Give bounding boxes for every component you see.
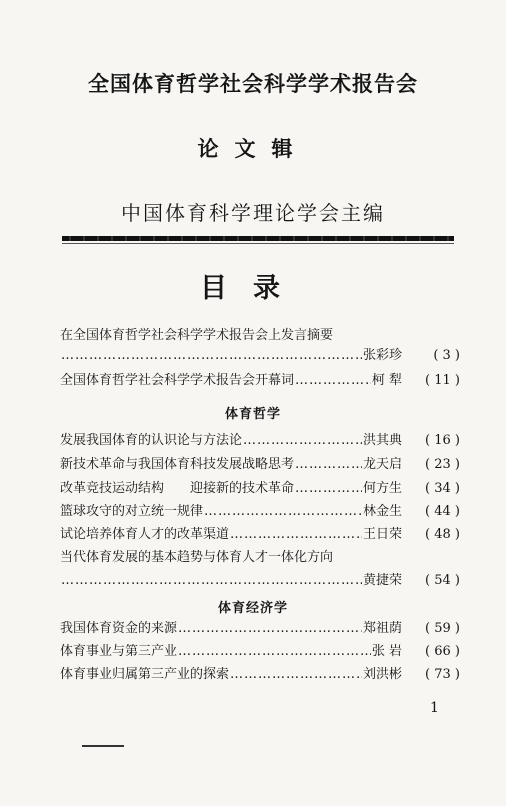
toc-entry-page: ( 73 )	[425, 667, 460, 682]
toc-entry-page: ( 66 )	[425, 644, 460, 659]
leader-dots	[61, 347, 362, 365]
toc-entry	[60, 620, 460, 638]
section-heading: 体育哲学	[224, 407, 281, 422]
toc-entry-title: 全国体育哲学社会科学学术报告会开幕词	[60, 373, 295, 388]
toc-entry	[60, 347, 460, 365]
decorative-rule-thin	[62, 243, 454, 244]
toc-entry-author: 柯 犁	[371, 373, 402, 388]
toc-entry-page: ( 54 )	[425, 573, 460, 588]
toc-entry-page: ( 34 )	[425, 481, 460, 496]
toc-entry-author: 龙天启	[362, 457, 402, 472]
conference-title: 全国体育哲学社会科学学术报告会	[88, 71, 418, 96]
toc-entry-author: 何方生	[362, 481, 402, 496]
leader-dots	[243, 432, 362, 450]
leader-dots	[295, 456, 362, 474]
toc-entry-title: 新技术革命与我国体育科技发展战略思考	[60, 457, 295, 472]
toc-entry-title: 发展我国体育的认识论与方法论	[60, 433, 243, 448]
toc-entry-page: ( 11 )	[425, 373, 460, 388]
toc-entry-author: 郑祖荫	[362, 621, 402, 636]
toc-entry	[60, 666, 460, 684]
toc-entry-author: 林金生	[362, 504, 402, 519]
leader-dots	[295, 372, 371, 390]
toc-entry-title: 体育事业与第三产业	[60, 644, 178, 659]
toc-entry-title: 体育事业归属第三产业的探索	[60, 667, 230, 682]
decorative-rule	[62, 236, 454, 241]
leader-dots	[295, 480, 362, 498]
toc-entry-page: ( 44 )	[425, 504, 460, 519]
print-mark	[82, 745, 124, 747]
leader-dots	[178, 643, 371, 661]
toc-entry	[60, 503, 460, 521]
toc-entry	[60, 456, 460, 474]
toc-entry-author: 张彩珍	[362, 348, 402, 363]
toc-heading: 目录	[200, 273, 306, 304]
toc-entry	[60, 526, 460, 544]
toc-entry-page: ( 3 )	[433, 348, 460, 363]
editor-line: 中国体育科学理论学会主编	[121, 201, 385, 225]
toc-entry-title: 在全国体育哲学社会科学学术报告会上发言摘要	[60, 328, 334, 343]
leader-dots	[204, 503, 362, 521]
section-heading: 体育经济学	[217, 601, 288, 616]
leader-dots	[230, 526, 362, 544]
toc-entry-page: ( 48 )	[425, 527, 460, 542]
toc-entry	[60, 432, 460, 450]
toc-entry-author: 张 岩	[371, 644, 402, 659]
page-number: 1	[430, 700, 439, 716]
collection-subtitle: 论文辑	[197, 136, 309, 161]
toc-entry	[60, 480, 460, 498]
toc-entry-title: 当代体育发展的基本趋势与体育人才一体化方向	[60, 550, 334, 565]
toc-entry-title: 改革竞技运动结构 迎接新的技术革命	[60, 481, 295, 496]
toc-entry-author: 王日荣	[362, 527, 402, 542]
toc-entry-title: 我国体育资金的来源	[60, 621, 178, 636]
toc-entry-author: 黄捷荣	[362, 573, 402, 588]
toc-entry-page: ( 59 )	[425, 621, 460, 636]
toc-entry	[60, 372, 460, 390]
toc-entry-author: 洪其典	[362, 433, 402, 448]
toc-entry-title: 篮球攻守的对立统一规律	[60, 504, 204, 519]
leader-dots	[178, 620, 362, 638]
leader-dots	[230, 666, 362, 684]
leader-dots	[61, 572, 362, 590]
toc-entry-title: 试论培养体育人才的改革渠道	[60, 527, 230, 542]
toc-entry-page: ( 16 )	[425, 433, 460, 448]
toc-entry	[60, 572, 460, 590]
toc-entry	[60, 643, 460, 661]
toc-entry-author: 刘洪彬	[362, 667, 402, 682]
toc-entry-page: ( 23 )	[425, 457, 460, 472]
